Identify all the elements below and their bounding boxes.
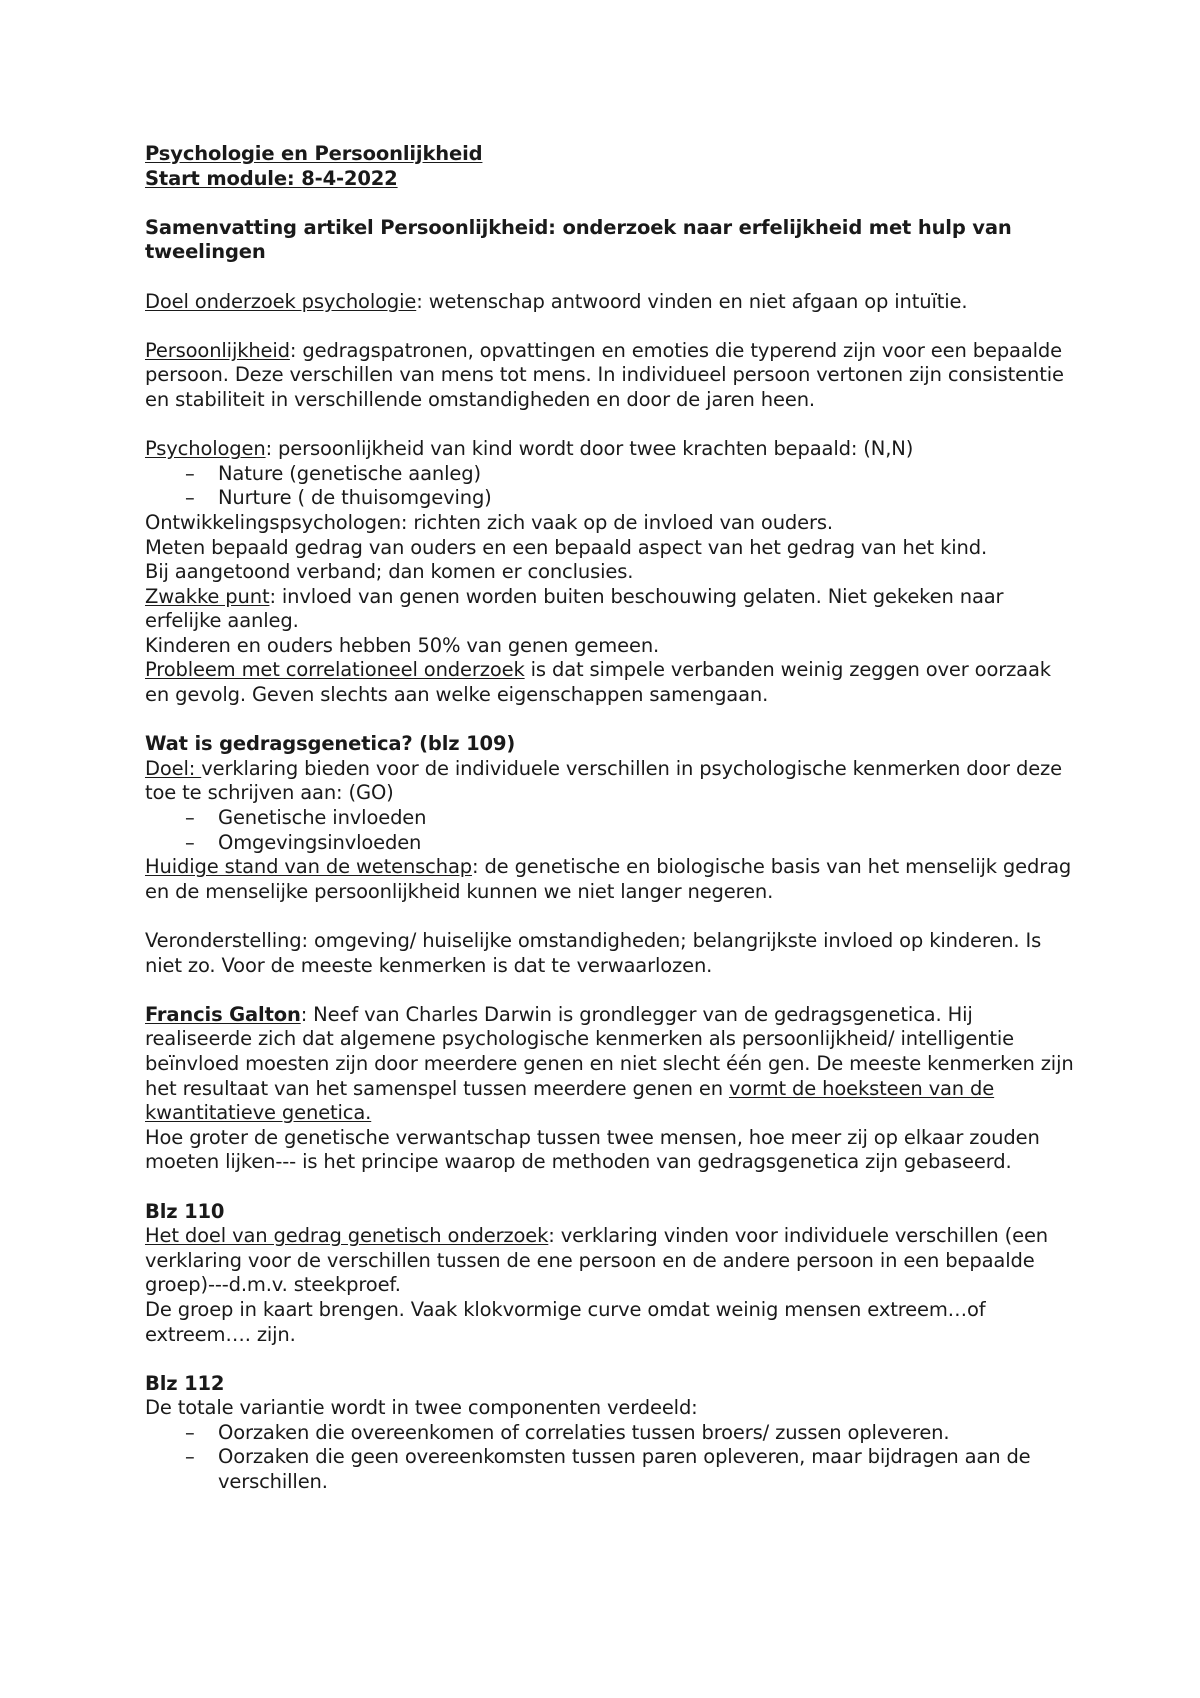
document-title: Psychologie en Persoonlijkheid — [145, 142, 483, 165]
goal-genetics-paragraph — [145, 757, 1075, 806]
goal-paragraph — [145, 290, 1075, 315]
document-page — [145, 142, 1075, 1495]
galton-text: : Neef van Charles Darwin is grondlegger van de gedragsgenetica. Hij realiseerde zich dat algemene psychologische kenmerken als persoonlijkheid/ intelligentie beïnvloed moesten zijn door meerdere genen en niet slecht één gen. De meeste kenmerken zijn het resultaat van het samenspel tussen meerdere genen en — [145, 1002, 1074, 1100]
section-heading: Blz 112 — [145, 1371, 225, 1395]
psychologists-text: : persoonlijkheid van kind wordt door twee krachten bepaald: (N,N) — [265, 437, 914, 461]
list-item: – Nature (genetische aanleg) — [185, 461, 481, 485]
goal-genetics-label: Doel: — [145, 756, 202, 780]
summary-title: Samenvatting artikel Persoonlijkheid: onderzoek naar erfelijkheid met hulp van tweelingen — [145, 215, 1012, 264]
research-goal-paragraph — [145, 1224, 1075, 1298]
list-item: – Oorzaken die geen overeenkomsten tussen paren opleveren, maar bijdragen aan de verschillen. — [185, 1445, 1031, 1494]
science-paragraph — [145, 855, 1075, 904]
list-item: – Omgevingsinvloeden — [185, 830, 422, 854]
problem-paragraph — [145, 658, 1075, 707]
galton-underlined: vormt de hoeksteen van de kwantitatieve genetica. — [145, 1076, 995, 1125]
problem-text: is dat simpele verbanden weinig zeggen over oorzaak en gevolg. Geven slechts aan welke eigenschappen samengaan. — [145, 658, 1051, 707]
text-line: Ontwikkelingspsychologen: richten zich vaak op de invloed van ouders. — [145, 510, 833, 534]
goal-label: Doel onderzoek psychologie — [145, 289, 417, 313]
list-item: – Nurture ( de thuisomgeving) — [185, 486, 492, 510]
weak-point-paragraph — [145, 585, 1075, 634]
science-label: Huidige stand van de wetenschap — [145, 855, 472, 879]
weak-point-text: : invloed van genen worden buiten beschouwing gelaten. Niet gekeken naar erfelijke aanleg. — [145, 584, 1004, 633]
galton-paragraph — [145, 1003, 1075, 1126]
section-heading: Wat is gedragsgenetica? (blz 109) — [145, 732, 516, 756]
personality-text: : gedragspatronen, opvattingen en emoties die typerend zijn voor een bepaalde persoon. Deze verschillen van mens tot mens. In individueel persoon vertonen zijn consistentie en stabiliteit in verschillende omstandigheden en door de jaren heen. — [145, 338, 1064, 411]
psychologists-label: Psychologen — [145, 437, 266, 461]
section-heading: Blz 110 — [145, 1199, 225, 1223]
galton-name: Francis Galton — [145, 1002, 301, 1026]
personality-paragraph — [145, 339, 1075, 413]
psychologists-paragraph — [145, 437, 1075, 462]
goal-genetics-text: verklaring bieden voor de individuele verschillen in psychologische kenmerken door deze toe te schrijven aan: (GO) — [145, 756, 1062, 805]
text-line: Kinderen en ouders hebben 50% van genen gemeen. — [145, 633, 660, 657]
text-line: Bij aangetoond verband; dan komen er conclusies. — [145, 560, 634, 584]
goal-text: : wetenschap antwoord vinden en niet afgaan op intuïtie. — [416, 289, 968, 313]
science-text: : de genetische en biologische basis van het menselijk gedrag en de menselijke persoonlijkheid kunnen we niet langer negeren. — [145, 855, 1072, 903]
research-goal-text: : verklaring vinden voor individuele verschillen (een verklaring voor de verschillen tussen de ene persoon en de andere persoon in een bepaalde groep)---d.m.v. steekproef. — [145, 1224, 1049, 1297]
list-item: – Genetische invloeden — [185, 806, 427, 830]
principle-paragraph: Hoe groter de genetische verwantschap tussen twee mensen, hoe meer zij op elkaar zouden moeten lijken--- is het principe waarop de methoden van gedragsgenetica zijn gebaseerd. — [145, 1125, 1040, 1174]
weak-point-label: Zwakke punt — [145, 584, 270, 608]
assumption-paragraph: Veronderstelling: omgeving/ huiselijke omstandigheden; belangrijkste invloed op kinderen. Is niet zo. Voor de meeste kenmerken is dat te verwaarlozen. — [145, 929, 1042, 977]
curve-paragraph: De groep in kaart brengen. Vaak klokvormige curve omdat weinig mensen extreem…of extreem…. zijn. — [145, 1297, 986, 1346]
variance-intro: De totale variantie wordt in twee componenten verdeeld: — [145, 1396, 698, 1420]
problem-label: Probleem met correlationeel onderzoek — [145, 658, 525, 682]
list-item: – Oorzaken die overeenkomen of correlaties tussen broers/ zussen opleveren. — [185, 1420, 950, 1444]
personality-label: Persoonlijkheid — [145, 338, 290, 362]
start-date: Start module: 8-4-2022 — [145, 166, 398, 190]
text-line: Meten bepaald gedrag van ouders en een bepaald aspect van het gedrag van het kind. — [145, 535, 987, 559]
research-goal-label: Het doel van gedrag genetisch onderzoek — [145, 1224, 549, 1248]
